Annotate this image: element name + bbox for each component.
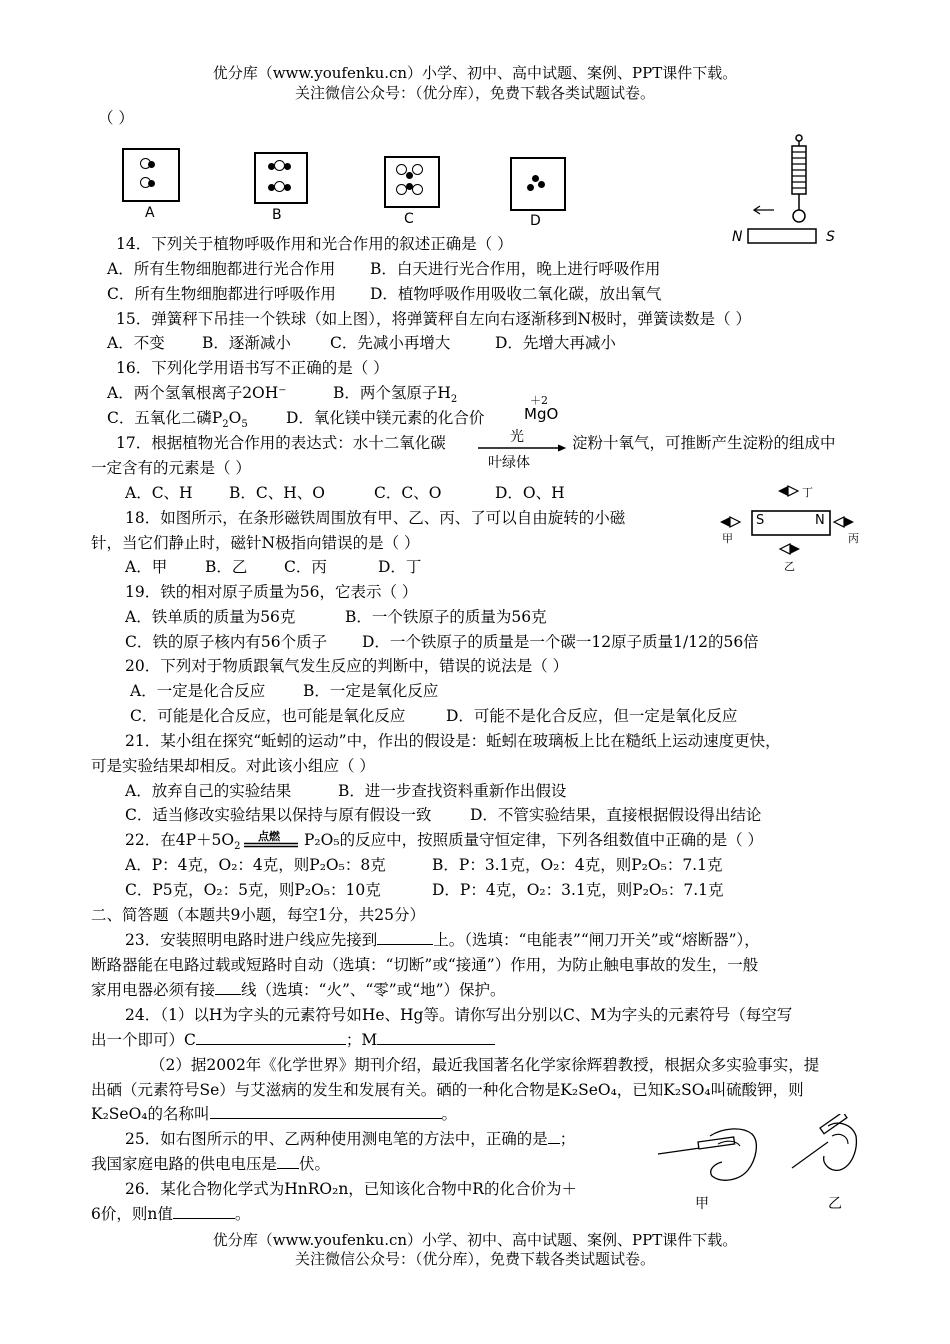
- q26-line1: 26．某化合物化学式为HnRO₂n，已知该化合物中R的化合价为＋: [125, 1180, 577, 1198]
- q16-option-c: C．五氧化二磷$P_2O_5$: [107, 409, 248, 431]
- q26-line2: 6价，则n值 。: [91, 1205, 251, 1223]
- q14-stem: 14．下列关于植物呼吸作用和光合作用的叙述正确是（ ）: [116, 235, 513, 253]
- q25-blank-2[interactable]: [277, 1154, 299, 1169]
- q16-mgo-formula: MgO: [524, 405, 559, 423]
- q23-blank-2[interactable]: [215, 980, 241, 995]
- q22-option-d: D．P：4克，O₂：3.1克，则P₂O₅：7.1克: [432, 881, 724, 899]
- q17-arrow-condition-bottom: 叶绿体: [488, 455, 530, 471]
- q14-option-d: D．植物呼吸作用吸收二氧化碳，放出氧气: [370, 285, 662, 303]
- q19-stem: 19．铁的相对原子质量为56，它表示（ ）: [125, 583, 418, 601]
- method-jia-label: 甲: [695, 1196, 709, 1212]
- q21-option-a: A．放弃自己的实验结果: [125, 782, 292, 800]
- q17-option-a: A．C、H: [125, 484, 193, 502]
- needle-jia-label: 甲: [722, 532, 733, 545]
- method-yi-label: 乙: [828, 1196, 842, 1212]
- q22-option-b: B．P：3.1克，O₂：4克，则P₂O₅：7.1克: [432, 856, 723, 874]
- q21-option-b: B．进一步查找资料重新作出假设: [338, 782, 567, 800]
- q20-option-d: D．可能不是化合反应，但一定是氧化反应: [446, 707, 738, 725]
- q20-option-a: A．一定是化合反应: [130, 682, 266, 700]
- q20-option-b: B．一定是氧化反应: [303, 682, 439, 700]
- header-line-2: 关注微信公众号：（优分库），免费下载各类试题试卷。: [294, 84, 655, 102]
- section-2-heading: 二、简答题（本题共9小题，每空1分，共25分）: [91, 906, 425, 924]
- q17-arrow-condition-top: 光: [510, 429, 524, 445]
- q19-option-c: C．铁的原子核内有56个质子: [125, 633, 328, 651]
- q13-answer-paren: （ ）: [98, 109, 134, 127]
- q18-stem-line1: 18．如图所示，在条形磁铁周围放有甲、乙、丙、了可以自由旋转的小磁: [125, 509, 626, 527]
- q24-blank-m[interactable]: [377, 1030, 495, 1045]
- q26-blank[interactable]: [173, 1204, 235, 1219]
- q24-line3: （2）据2002年《化学世界》期刊介绍，最近我国著名化学家徐辉碧教授，根据众多实验事实，提: [150, 1056, 820, 1074]
- reaction-equals-icon: [244, 842, 298, 848]
- q23-blank-1[interactable]: [377, 930, 433, 945]
- q19-option-d: D．一个铁原子的质量是一个碳一12原子质量1/12的56倍: [362, 633, 759, 651]
- needle-bing-label: 丙: [848, 532, 859, 545]
- magnet-s-pole-label: S: [756, 513, 765, 528]
- q19-option-b: B．一个铁原子的质量为56克: [345, 608, 547, 626]
- q24-line5: K₂SeO₄的名称叫 。: [91, 1105, 458, 1123]
- magnet-n-label: N: [732, 229, 743, 245]
- q14-option-c: C．所有生物细胞都进行呼吸作用: [107, 285, 336, 303]
- needle-ding-label: 丁: [802, 486, 813, 499]
- q18-option-b: B．乙: [205, 558, 248, 576]
- q25-blank-1[interactable]: [548, 1129, 560, 1144]
- q16-option-d: D．氧化镁中镁元素的化合价: [286, 409, 485, 427]
- q24-line4: 出硒（元素符号Se）与艾滋病的发生和发展有关。硒的一种化合物是K₂SeO₄，已知K₂SO₄叫硫酸钾，则: [91, 1081, 804, 1099]
- q23-line1: 23．安装照明电路时进户线应先接到 上。（选填：“电能表”“闸刀开关”或“熔断器”），: [125, 931, 760, 949]
- q17-option-d: D．O、H: [495, 484, 565, 502]
- q21-option-d: D．不管实验结果，直接根据假设得出结论: [470, 806, 762, 824]
- q20-option-c: C．可能是化合反应，也可能是氧化反应: [130, 707, 406, 725]
- q24-line1: 24．（1）以H为字头的元素符号如He、Hg等。请你写出分别以C、M为字头的元素符号（每空写: [125, 1006, 793, 1024]
- q18-option-a: A．甲: [125, 558, 168, 576]
- q22-option-c: C．P5克，O₂：5克，则P₂O₅：10克: [125, 881, 381, 899]
- q22-stem-start: 22．在$4P+5O_2$: [125, 831, 241, 853]
- q18-stem-line2: 针，当它们静止时，磁针N极指向错误的是（ ）: [91, 534, 420, 552]
- q22-stem-end: P₂O₅的反应中，按照质量守恒定律，下列各组数值中正确的是（ ）: [304, 831, 763, 849]
- q16-option-a: A．两个氢氧根离子2OH⁻: [107, 384, 287, 402]
- q19-option-a: A．铁单质的质量为56克: [125, 608, 296, 626]
- option-c-box: [384, 156, 440, 208]
- option-d-box: [510, 157, 566, 211]
- option-b-label: B: [272, 207, 282, 223]
- q17-option-b: B．C、H、O: [229, 484, 325, 502]
- header-line-1: 优分库（www.youfenku.cn）小学、初中、高中试题、案例、PPT课件下载。: [212, 64, 738, 82]
- q15-option-c: C．先减小再增大: [330, 334, 451, 352]
- footer-line-2: 关注微信公众号：（优分库），免费下载各类试题试卷。: [294, 1250, 655, 1268]
- q24-blank-c[interactable]: [196, 1030, 346, 1045]
- q21-stem-line1: 21．某小组在探究“蚯蚓的运动”中，作出的假设是：蚯蚓在玻璃板上比在糙纸上运动速度更快，: [125, 732, 781, 750]
- option-c-label: C: [404, 211, 414, 227]
- option-b-box: [254, 152, 308, 204]
- magnet-n-pole-label: N: [815, 513, 825, 528]
- q15-stem: 15．弹簧秤下吊挂一个铁球（如上图），将弹簧秤自左向右逐渐移到N极时，弹簧读数是（ ）: [116, 310, 751, 328]
- q23-line2: 断路器能在电路过载或短路时自动（选填：“切断”或“接通”）作用，为防止触电事故的发生，一般: [91, 956, 759, 974]
- q22-condition: 点燃: [258, 830, 280, 843]
- q22-option-a: A．P：4克，O₂：4克，则P₂O₅：8克: [125, 856, 386, 874]
- q18-option-d: D．丁: [378, 558, 422, 576]
- test-pencil-hands-icon: [652, 1114, 862, 1194]
- footer-line-1: 优分库（www.youfenku.cn）小学、初中、高中试题、案例、PPT课件下载。: [212, 1231, 738, 1249]
- q20-stem: 20．下列对于物质跟氧气发生反应的判断中，错误的说法是（ ）: [125, 657, 569, 675]
- q23-line3: 家用电器必须有接 线（选填：“火”、“零”或“地”）保护。: [91, 981, 506, 999]
- q25-line1: 25．如右图所示的甲、乙两种使用测电笔的方法中，正确的是 ；: [125, 1130, 576, 1148]
- q17-option-c: C．C、O: [374, 484, 442, 502]
- q16-valence-mark: ＋2: [530, 394, 548, 407]
- q21-stem-line2: 可是实验结果却相反。对此该小组应（ ）: [91, 757, 375, 775]
- reaction-arrow-icon: [478, 444, 568, 452]
- q14-option-a: A．所有生物细胞都进行光合作用: [107, 260, 336, 278]
- option-a-label: A: [145, 205, 155, 221]
- q17-stem-line2: 一定含有的元素是（ ）: [91, 459, 251, 477]
- q17-stem-start: 17．根据植物光合作用的表达式：水十二氧化碳: [116, 434, 446, 452]
- q21-option-c: C．适当修改实验结果以保持与原有假设一致: [125, 806, 432, 824]
- q18-option-c: C．丙: [284, 558, 327, 576]
- q25-line2: 我国家庭电路的供电电压是 伏。: [91, 1155, 331, 1173]
- magnet-s-label: S: [826, 229, 835, 245]
- needle-yi-label: 乙: [784, 560, 795, 573]
- option-d-label: D: [530, 213, 541, 229]
- q24-blank-name[interactable]: [210, 1104, 442, 1119]
- q15-option-a: A．不变: [107, 334, 165, 352]
- q16-stem: 16．下列化学用语书写不正确的是（ ）: [116, 359, 389, 377]
- q24-line2: 出一个即可）C ；M: [91, 1030, 495, 1050]
- option-a-box: [122, 148, 180, 202]
- q16-option-b: B．两个氢原子$H_2$: [333, 384, 458, 406]
- q15-option-d: D．先增大再减小: [495, 334, 616, 352]
- q15-option-b: B．逐渐减小: [202, 334, 291, 352]
- q17-stem-end: 淀粉十氧气，可推断产生淀粉的组成中: [572, 434, 836, 452]
- q14-option-b: B．白天进行光合作用，晚上进行呼吸作用: [370, 260, 661, 278]
